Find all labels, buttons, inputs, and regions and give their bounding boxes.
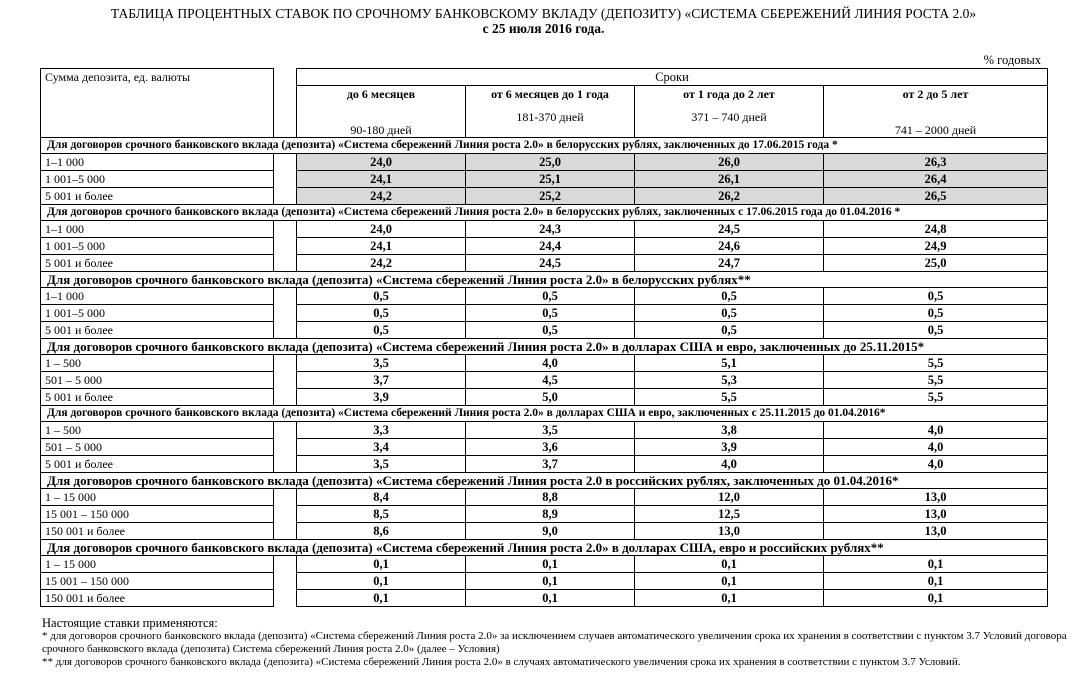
rate-cell: 3,5 (466, 422, 635, 439)
rate-cell: 24,3 (466, 221, 635, 238)
table-row (41, 322, 1048, 339)
section-header (41, 540, 1048, 556)
header-col-1 (297, 86, 466, 138)
gap-cell (274, 389, 297, 406)
header-col-1-days: 90-180 дней (350, 123, 412, 137)
rate-cell: 0,1 (297, 556, 466, 573)
rate-cell: 0,1 (824, 573, 1048, 590)
rate-cell: 3,7 (466, 456, 635, 473)
gap-cell (274, 590, 297, 607)
header-col-2-title: от 6 месяцев до 1 года (491, 87, 609, 101)
rate-cell: 26,4 (824, 171, 1048, 188)
rate-cell: 0,1 (466, 556, 635, 573)
gap-cell (274, 556, 297, 573)
rate-cell: 8,4 (297, 489, 466, 506)
gap-cell (274, 188, 297, 205)
rate-cell: 8,5 (297, 506, 466, 523)
table-row (41, 556, 1048, 573)
rate-cell: 24,6 (635, 238, 824, 255)
section-label: Для договоров срочного банковского вклада (депозита) «Система сбережений Линия роста 2.0» в белорусских рублях, заключенных до 17.06.2015 года * (41, 138, 1048, 154)
rate-cell: 24,7 (635, 255, 824, 272)
rate-cell: 5,0 (466, 389, 635, 406)
rate-cell: 13,0 (824, 489, 1048, 506)
gap-cell (274, 506, 297, 523)
rate-cell: 0,1 (297, 590, 466, 607)
rate-cell: 0,5 (297, 322, 466, 339)
rate-cell: 3,8 (635, 422, 824, 439)
gap-cell (274, 439, 297, 456)
note-star: * для договоров срочного банковского вклада (депозита) «Система сбережений Линия роста 2.0» за исключением случаев автоматического увеличения срока их хранения в соответствии с пунктом 3.7 Условий договора срочного банковского вклада (депозита) Система сбережений Линия роста 2.0» (далее – Условия) (42, 630, 1067, 655)
table-row (41, 355, 1048, 372)
notes-intro: Настоящие ставки применяются: (42, 616, 218, 630)
rate-cell: 8,9 (466, 506, 635, 523)
rate-cell: 24,1 (297, 238, 466, 255)
section-label: Для договоров срочного банковского вклада (депозита) «Система сбережений Линия роста 2.0» в белорусских рублях** (41, 272, 1048, 288)
rate-cell: 0,1 (297, 573, 466, 590)
table-row (41, 439, 1048, 456)
rate-cell: 0,1 (466, 590, 635, 607)
rate-cell: 0,1 (635, 556, 824, 573)
header-col-4-title: от 2 до 5 лет (902, 87, 969, 101)
gap-cell (274, 238, 297, 255)
rate-cell: 0,5 (297, 288, 466, 305)
rate-cell: 3,5 (297, 355, 466, 372)
header-col-3-title: от 1 года до 2 лет (683, 87, 775, 101)
amount-cell: 1 – 500 (41, 422, 274, 439)
rate-cell: 13,0 (824, 523, 1048, 540)
section-header (41, 138, 1048, 154)
rate-cell: 3,9 (297, 389, 466, 406)
table-row (41, 422, 1048, 439)
rate-cell: 24,8 (824, 221, 1048, 238)
footnotes (42, 617, 1082, 669)
table-row (41, 523, 1048, 540)
gap-cell (274, 422, 297, 439)
amount-cell: 15 001 – 150 000 (41, 506, 274, 523)
amount-cell: 501 – 5 000 (41, 372, 274, 389)
rate-cell: 4,0 (824, 422, 1048, 439)
header-col-2-days: 181-370 дней (516, 110, 584, 124)
rate-cell: 13,0 (824, 506, 1048, 523)
rate-cell: 24,9 (824, 238, 1048, 255)
rate-cell: 0,1 (635, 573, 824, 590)
amount-cell: 1 – 15 000 (41, 556, 274, 573)
table-row (41, 305, 1048, 322)
rate-cell: 8,8 (466, 489, 635, 506)
header-gap (274, 69, 297, 138)
rate-cell: 5,3 (635, 372, 824, 389)
rates-table (40, 68, 1048, 607)
table-row (41, 456, 1048, 473)
table-row (41, 238, 1048, 255)
gap-cell (274, 456, 297, 473)
section-label: Для договоров срочного банковского вклада (депозита) «Система сбережений Линия роста 2.0 в российских рублях, заключенных до 01.04.2016* (41, 473, 1048, 489)
amount-cell: 1 – 15 000 (41, 489, 274, 506)
amount-cell: 5 001 и более (41, 456, 274, 473)
section-header (41, 205, 1048, 221)
rate-cell: 24,1 (297, 171, 466, 188)
title-line-2: с 25 июля 2016 года. (482, 21, 605, 36)
rate-cell: 25,1 (466, 171, 635, 188)
rate-cell: 24,4 (466, 238, 635, 255)
rate-cell: 24,5 (635, 221, 824, 238)
amount-cell: 5 001 и более (41, 255, 274, 272)
gap-cell (274, 523, 297, 540)
table-row (41, 154, 1048, 171)
rate-cell: 0,1 (824, 556, 1048, 573)
note-double-star: ** для договоров срочного банковского вклада (депозита) «Система сбережений Линия роста 2.0» в случаях автоматического увеличения срока их хранения в соответствии с пунктом 3.7 Условий. (42, 656, 961, 668)
section-label: Для договоров срочного банковского вклада (депозита) «Система сбережений Линия роста 2.0» в долларах США, евро и российских рублях** (41, 540, 1048, 556)
rate-cell: 26,0 (635, 154, 824, 171)
section-header (41, 272, 1048, 288)
rate-cell: 0,1 (635, 590, 824, 607)
gap-cell (274, 255, 297, 272)
section-header (41, 473, 1048, 489)
rate-cell: 4,0 (824, 439, 1048, 456)
gap-cell (274, 171, 297, 188)
rate-cell: 13,0 (635, 523, 824, 540)
section-header (41, 406, 1048, 422)
header-col-1-title: до 6 месяцев (346, 87, 416, 101)
rate-cell: 3,6 (466, 439, 635, 456)
rate-cell: 5,5 (824, 355, 1048, 372)
rate-cell: 5,5 (824, 389, 1048, 406)
header-col-4-days: 741 – 2000 дней (894, 123, 977, 137)
rate-cell: 0,5 (466, 288, 635, 305)
amount-cell: 5 001 и более (41, 389, 274, 406)
rate-cell: 0,5 (297, 305, 466, 322)
rate-cell: 24,2 (297, 188, 466, 205)
amount-cell: 1–1 000 (41, 154, 274, 171)
rate-cell: 26,2 (635, 188, 824, 205)
section-label: Для договоров срочного банковского вклада (депозита) «Система сбережений Линия роста 2.0» в белорусских рублях, заключенных с 17.06.2015 года до 01.04.2016 * (41, 205, 1048, 221)
header-terms: Сроки (297, 69, 1048, 86)
table-row (41, 573, 1048, 590)
rate-cell: 24,2 (297, 255, 466, 272)
header-col-3 (635, 86, 824, 138)
rate-cell: 9,0 (466, 523, 635, 540)
rate-cell: 4,0 (824, 456, 1048, 473)
table-row (41, 171, 1048, 188)
rate-cell: 3,5 (297, 456, 466, 473)
document-title (0, 6, 1087, 36)
gap-cell (274, 355, 297, 372)
section-label: Для договоров срочного банковского вклада (депозита) «Система сбережений Линия роста 2.0» в долларах США и евро, заключенных до 25.11.2015* (41, 339, 1048, 355)
header-amount: Сумма депозита, ед. валюты (41, 69, 274, 138)
rate-cell: 4,0 (635, 456, 824, 473)
table-row (41, 489, 1048, 506)
rate-cell: 25,2 (466, 188, 635, 205)
rate-cell: 0,5 (824, 305, 1048, 322)
gap-cell (274, 322, 297, 339)
rate-cell: 5,5 (635, 389, 824, 406)
section-header (41, 339, 1048, 355)
table-row (41, 188, 1048, 205)
rate-cell: 24,0 (297, 154, 466, 171)
rate-cell: 26,5 (824, 188, 1048, 205)
gap-cell (274, 288, 297, 305)
rate-cell: 0,1 (466, 573, 635, 590)
table-row (41, 372, 1048, 389)
rate-cell: 0,5 (635, 305, 824, 322)
unit-label: % годовых (983, 53, 1041, 67)
amount-cell: 1–1 000 (41, 221, 274, 238)
rate-cell: 8,6 (297, 523, 466, 540)
amount-cell: 1–1 000 (41, 288, 274, 305)
gap-cell (274, 221, 297, 238)
rate-cell: 0,1 (824, 590, 1048, 607)
table-row (41, 288, 1048, 305)
gap-cell (274, 573, 297, 590)
amount-cell: 1 001–5 000 (41, 171, 274, 188)
amount-cell: 501 – 5 000 (41, 439, 274, 456)
header-col-2 (466, 86, 635, 138)
table-row (41, 506, 1048, 523)
amount-cell: 1 – 500 (41, 355, 274, 372)
rate-cell: 25,0 (824, 255, 1048, 272)
amount-cell: 150 001 и более (41, 523, 274, 540)
gap-cell (274, 305, 297, 322)
rate-cell: 12,0 (635, 489, 824, 506)
amount-cell: 5 001 и более (41, 322, 274, 339)
rate-cell: 0,5 (466, 322, 635, 339)
table-row (41, 221, 1048, 238)
rate-cell: 25,0 (466, 154, 635, 171)
rate-cell: 0,5 (824, 288, 1048, 305)
amount-cell: 1 001–5 000 (41, 238, 274, 255)
amount-cell: 1 001–5 000 (41, 305, 274, 322)
rate-cell: 4,5 (466, 372, 635, 389)
table-row (41, 590, 1048, 607)
gap-cell (274, 154, 297, 171)
rate-cell: 24,5 (466, 255, 635, 272)
amount-cell: 150 001 и более (41, 590, 274, 607)
rate-cell: 24,0 (297, 221, 466, 238)
rate-cell: 0,5 (635, 322, 824, 339)
rate-cell: 3,3 (297, 422, 466, 439)
gap-cell (274, 372, 297, 389)
amount-cell: 5 001 и более (41, 188, 274, 205)
rate-cell: 5,1 (635, 355, 824, 372)
gap-cell (274, 489, 297, 506)
rate-cell: 26,1 (635, 171, 824, 188)
section-label: Для договоров срочного банковского вклада (депозита) «Система сбережений Линия роста 2.0» в долларах США и евро, заключенных с 25.11.2015 до 01.04.2016* (41, 406, 1048, 422)
rate-cell: 3,4 (297, 439, 466, 456)
rate-cell: 4,0 (466, 355, 635, 372)
rate-cell: 0,5 (635, 288, 824, 305)
header-row-1 (41, 69, 1048, 86)
title-line-1: ТАБЛИЦА ПРОЦЕНТНЫХ СТАВОК ПО СРОЧНОМУ БАНКОВСКОМУ ВКЛАДУ (ДЕПОЗИТУ) «СИСТЕМА СБЕРЕЖЕНИЙ ЛИНИЯ РОСТА 2.0» (110, 6, 977, 21)
rate-cell: 5,5 (824, 372, 1048, 389)
header-col-3-days: 371 – 740 дней (691, 110, 767, 124)
table-row (41, 389, 1048, 406)
table-row (41, 255, 1048, 272)
header-col-4 (824, 86, 1048, 138)
rate-cell: 26,3 (824, 154, 1048, 171)
rate-cell: 0,5 (466, 305, 635, 322)
rate-cell: 0,5 (824, 322, 1048, 339)
amount-cell: 15 001 – 150 000 (41, 573, 274, 590)
rate-cell: 12,5 (635, 506, 824, 523)
rate-cell: 3,9 (635, 439, 824, 456)
rate-cell: 3,7 (297, 372, 466, 389)
